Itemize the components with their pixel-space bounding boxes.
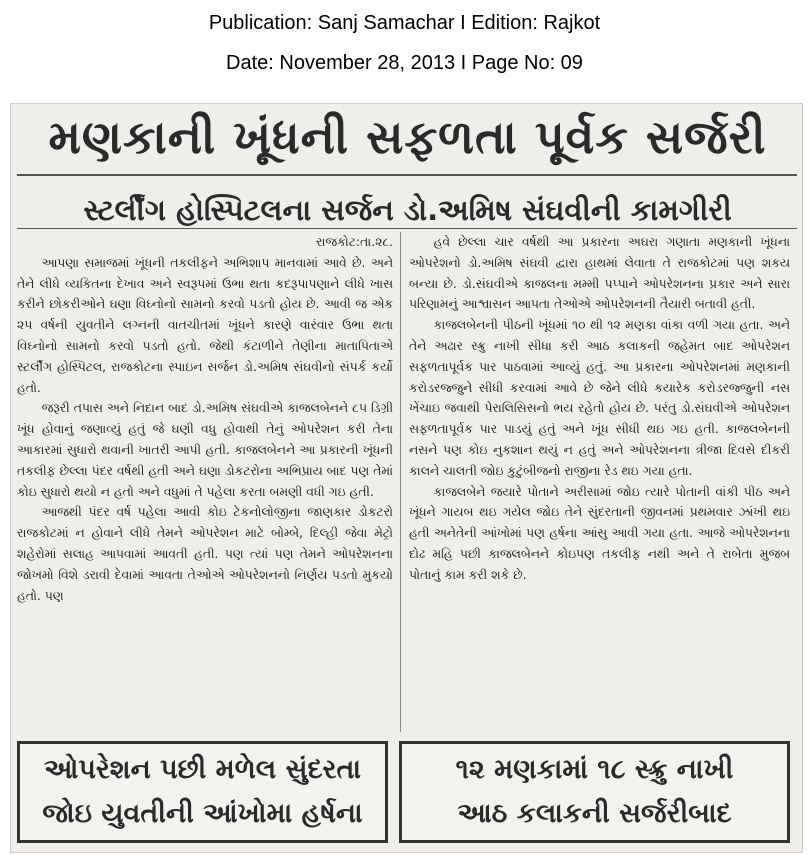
pull-quote-box-right — [399, 741, 790, 843]
article-dateline: રાજકોટ:તા.૨૮. — [315, 235, 393, 249]
article-paragraph: આપણા સમાજમાં ખૂંધની તકલીફને અભિશાપ માનવામાં આવે છે. અને તેને લીધે વ્યકિતના દેખાવ અને સ્વરૂપમાં ઉભા થતા કદરૂપાપણાને લીધે ખાસ કરીને છોકરીઓને ઘણા વિઘ્નોનો સામનો કરવો પડતો હોય છે. આવી જ એક ૨૫ વર્ષની યુવતીને લગ્નની વાતચીતમાં ખૂંધને કારણે વારંવાર ઉભા થતા વિઘ્નોનો સામનો કરવો પડતો હતો. જેથી કંટાળીને તેણીના માતાપિતાએ સ્ટર્લીંગ હોસ્પિટલ, રાજકોટના સ્પાઇન સર્જન ડો.અમિષ સંઘવીનો સંપર્ક કર્યો હતો. — [17, 255, 393, 395]
publication-line: Publication: Sanj Samachar I Edition: Rajkot — [208, 12, 601, 34]
pull-quote-box-left — [17, 741, 388, 843]
pull-quote-line: ૧૨ મણકામાં ૧૮ સ્ક્રુ નાખી — [455, 754, 734, 785]
headline: મણકાની ખૂંધની સફળતા પૂર્વક સર્જરી — [48, 110, 767, 164]
newspaper-clipping — [10, 103, 803, 853]
article-column-right — [409, 232, 790, 586]
article-paragraph: કાજલબેને જયારે પોતાને અરીસામાં જોઇ ત્યારે પોતાની વાંકી પીઠ અને ખૂંધને ગાયબ થઇ ગયેલ જોઇ તેને સુંદરતાની જીવનમાં પ્રથમવાર ઝાંખી થઇ હતી અનેતેની આંખોમાં પણ હર્ષના આંસુ આવી ગયા હતા. આજે ઓપરેશનના દોઢ મહિ પછી કાજલબેનને કોઇપણ તકલીફ નથી અને તે રાબેતા મુજબ પોતાનું કામ કરી શકે છે. — [409, 484, 790, 582]
pull-quote-line: જોઇ યુવતીની આંખોમા હર્ષના — [42, 798, 363, 829]
pull-quote-line: આઠ કલાકની સર્જરીબાદ — [457, 798, 732, 829]
subheadline: સ્ટર્લીંગ હોસ્પિટલના સર્જન ડો.અમિષ સંઘવીની કામગીરી — [83, 193, 732, 227]
article-paragraph: આજથી પંદર વર્ષ પહેલા આવી કોઇ ટેકનોલોજીના જાણકાર ડોકટરો રાજકોટમાં ન હોવાને લીધે તેમને ઓપરેશન માટે બોમ્બે, દિલ્હી જેવા મેટ્રો શહેરોમાં સલાહ આપવામાં આવતી હતી. પણ ત્યાં પણ તેમને ઓપરેશનના જોખમો વિશે ડરાવી દેવામાં આવતા તેઓએ ઓપરેશનનો નિર્ણય પડતો મુકયો હતો. પણ — [17, 505, 393, 603]
date-line: Date: November 28, 2013 I Page No: 09 — [226, 52, 583, 74]
column-divider — [400, 232, 401, 732]
headline-rule — [17, 174, 797, 176]
subheadline-rule — [17, 228, 797, 229]
pull-quote-line: ઓપરેશન પછી મળેલ સુંદરતા — [43, 754, 362, 785]
article-paragraph: હવે છેલ્લા ચાર વર્ષથી આ પ્રકારના અઘરા ગણાતા મણકાની ખૂંધના ઓપરેશનો ડો.અમિષ સંઘવી દ્વારા હાથમાં લેવાતા તે રાજકોટમાં પણ શકય બન્યા છે. ડો.સંઘવીએ કાજલના મમ્મી પપ્પાને ઓપરેશનના પ્રકાર અને સારા પરિણામનું આશ્વાસન આપતા તેઓએ ઓપરેશનની તૈયારી બતાવી હતી. — [409, 235, 790, 312]
article-paragraph: કાજલબેનની પીઠની ખૂંધમાં ૧૦ થી ૧૨ મણકા વાંકા વળી ગયા હતા. અને તેને અઢાર સ્ક્રુ નાખી સીધા કરી આઠ કલાકની જહેમત બાદ ઓપરેશન સફળતાપૂર્વક પાર પાઠવામાં આવ્યું હતું. આ પ્રકારના ઓપરેશનમાં મણકાની કરોડરજ્જુને સીધી કરવામાં આવે છે જેને લીધે કયારેક કરોડરજ્જુની નસ ખેંચાઇ જવાથી પેરાલિસિસનો ભય રહેતો હોય છે. પરંતુ ડો.સંઘવીએ ઓપરેશન સફળતાપૂર્વક પાર પાડયું હતું અને ખૂંધ સીધી થઇ ગઇ હતી. કાજલબેનની નસને પણ કોઇ નુકશાન થયું ન હતું અને ઓપરેશનના ત્રીજા દિવસે દીકરી કાલને ચાલતી જોઇ કુટુંબીજનો રાજીના રેડ થઇ ગયા હતા. — [409, 318, 790, 478]
article-paragraph: જરૂરી તપાસ અને નિદાન બાદ ડો.અમિષ સંઘવીએ કાજલબેનને ૮૫ ડિગ્રી ખૂંધ હોવાનું જણાવ્યું હતું જે ઘણી વધુ હોવાથી તેનું ઓપરેશન કરી તેના આકારમાં સુધારો થવાની ખાતરી આપી હતી. કાજલબેનને આ પ્રકારની ખૂંધની તકલીફ છેલ્લા પંદર વર્ષથી હતી અને ઘણા ડોકટરોના અભિપ્રાય બાદ પણ તેમાં કોઇ સુધારો થયો ન હતો અને વધુમાં તે પહેલા કરતા બમણી વધી ગઇ હતી. — [17, 401, 393, 499]
article-column-left — [17, 232, 393, 606]
